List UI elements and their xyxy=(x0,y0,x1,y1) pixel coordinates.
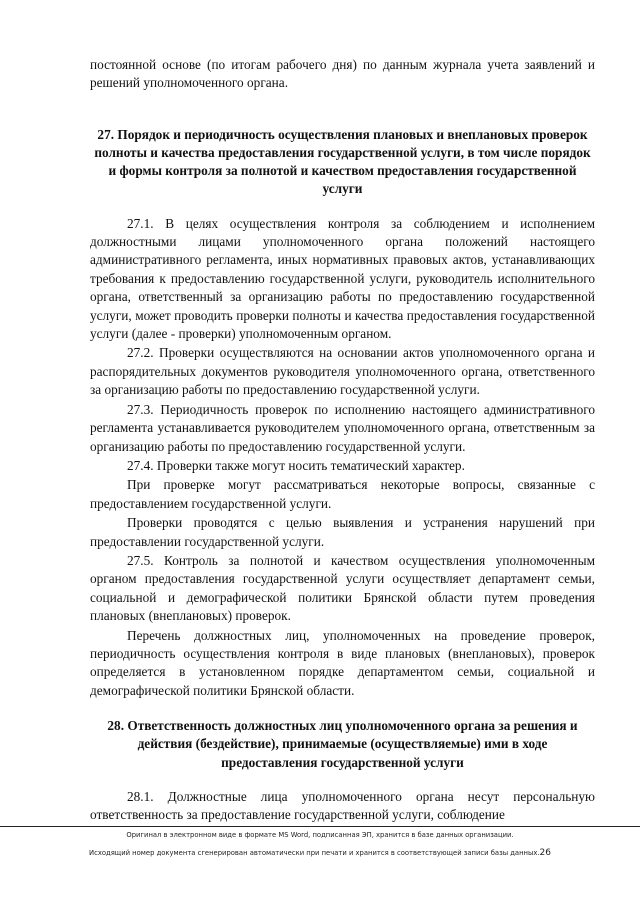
paragraph-27-3: 27.3. Периодичность проверок по исполнению настоящего административного регламента устанавливается руководителем уполномоченного органа, ответственным за организацию работы по предоставлению государственной услуги. xyxy=(90,401,595,454)
paragraph-27-4-topics: При проверке могут рассматриваться некоторые вопросы, связанные с предоставлением государственной услуги. xyxy=(90,477,595,511)
paragraph-28-1: 28.1. Должностные лица уполномоченного органа несут персональную ответственность за предоставление государственной услуги, соблюдение xyxy=(90,788,595,823)
document-page xyxy=(90,56,595,825)
paragraph-27-4-purpose: Проверки проводятся с целью выявления и устранения нарушений при предоставлении государственной услуги. xyxy=(90,515,595,549)
paragraph-27-5-list: Перечень должностных лиц, уполномоченных на проведение проверок, периодичность осуществления контроля в виде плановых (внеплановых), проверок определяется в установленном порядке департаментом семьи, социальной и демографической политики Брянской области. xyxy=(90,627,595,698)
footer-number-note xyxy=(0,849,640,858)
section-28-heading: 28. Ответственность должностных лиц уполномоченного органа за решения и действия (бездействие), принимаемые (осуществляемые) ими в ходе предоставления государственной услуги xyxy=(107,718,578,770)
paragraph-27-2: 27.2. Проверки осуществляются на основании актов уполномоченного органа и распорядительных документов руководителя уполномоченного органа, ответственного за организацию работы по предоставлению государственной услуги. xyxy=(90,345,595,398)
page-number: 26 xyxy=(539,848,551,858)
paragraph-27-1: 27.1. В целях осуществления контроля за соблюдением и исполнением должностными лицами уполномоченного органа положений настоящего административного регламента, иных нормативных правовых актов, устанавливающих требования к предоставлению государственной услуги, руководитель исполнительного органа, ответственный за организацию работы по предоставлению государственной услуги, может проводить проверки полноты и качества предоставления государственной услуги (далее - проверки) уполномоченным органом. xyxy=(90,215,595,342)
continuation-paragraph: постоянной основе (по итогам рабочего дня) по данным журнала учета заявлений и решений уполномоченного органа. xyxy=(90,57,595,91)
section-27-heading: 27. Порядок и периодичность осуществления плановых и внеплановых проверок полноты и качества предоставления государственной услуги, в том числе порядок и формы контроля за полнотой и качеством предоставления государственной услуги xyxy=(94,126,591,197)
footer-original-note: Оригинал в электронном виде в формате MS Word, подписанная ЭП, хранится в базе данных организации. xyxy=(126,831,514,839)
paragraph-27-4: 27.4. Проверки также могут носить тематический характер. xyxy=(127,457,465,473)
page-footer xyxy=(0,826,640,858)
paragraph-27-5: 27.5. Контроль за полнотой и качеством осуществления уполномоченным органом предоставления государственной услуги осуществляет департамент семьи, социальной и демографической политики Брянской области путем проведения плановых (внеплановых) проверок. xyxy=(90,552,595,624)
footer-number-text: Исходящий номер документа сгенерирован автоматически при печати и хранится в соответствующей записи базы данных. xyxy=(89,849,540,857)
